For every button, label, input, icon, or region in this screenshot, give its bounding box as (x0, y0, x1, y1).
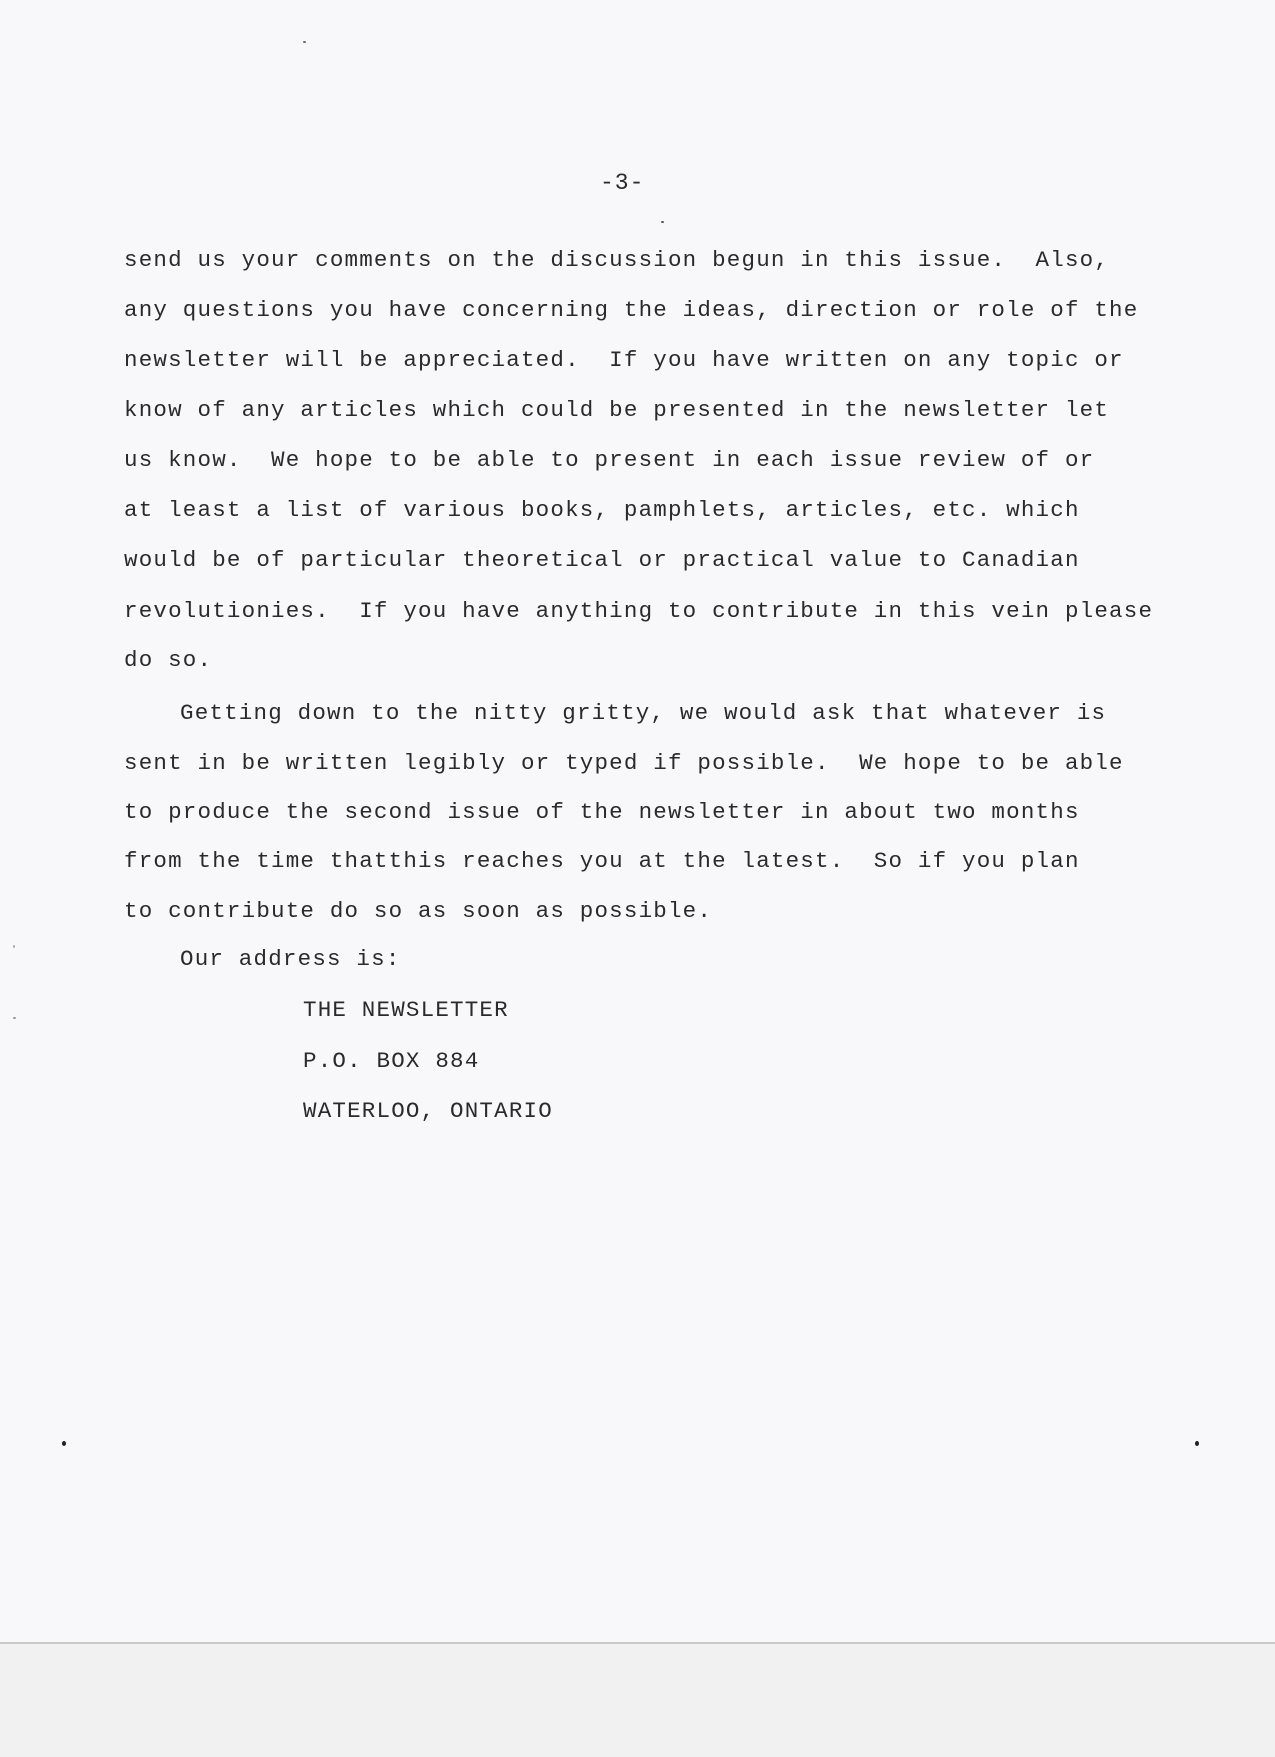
paragraph-1-line-2: any questions you have concerning the ideas, direction or role of the (124, 297, 1139, 323)
paragraph-1-line-5: us know. We hope to be able to present in each issue review of or (124, 447, 1095, 473)
paragraph-1-line-6: at least a list of various books, pamphlets, articles, etc. which (124, 497, 1080, 523)
paper-speck (62, 1441, 66, 1446)
paragraph-2-line-5: to contribute do so as soon as possible. (124, 898, 713, 924)
paragraph-2-line-2: sent in be written legibly or typed if possible. We hope to be able (124, 750, 1124, 776)
paper-speck (13, 945, 15, 948)
paragraph-1-line-4: know of any articles which could be presented in the newsletter let (124, 397, 1110, 423)
page-number: -3- (600, 170, 645, 196)
address-line-1: THE NEWSLETTER (303, 997, 509, 1023)
paper-speck (661, 221, 664, 223)
paper-speck (1195, 1441, 1199, 1446)
paper-speck (303, 41, 306, 43)
paragraph-2-line-3: to produce the second issue of the newsletter in about two months (124, 799, 1080, 825)
address-line-2: P.O. BOX 884 (303, 1048, 480, 1074)
paragraph-1-line-3: newsletter will be appreciated. If you have written on any topic or (124, 347, 1124, 373)
address-line-3: WATERLOO, ONTARIO (303, 1098, 553, 1124)
paragraph-1-line-8: revolutionies. If you have anything to contribute in this vein please (124, 598, 1154, 624)
paper-speck (13, 1017, 16, 1019)
scan-bottom-edge (0, 1642, 1275, 1757)
paragraph-2-line-1: Getting down to the nitty gritty, we would ask that whatever is (180, 700, 1107, 726)
paragraph-1-line-7: would be of particular theoretical or practical value to Canadian (124, 547, 1080, 573)
paragraph-1-line-1: send us your comments on the discussion begun in this issue. Also, (124, 247, 1110, 273)
address-intro: Our address is: (180, 946, 401, 972)
paragraph-1-line-9: do so. (124, 647, 213, 673)
paragraph-2-line-4: from the time thatthis reaches you at the latest. So if you plan (124, 848, 1080, 874)
